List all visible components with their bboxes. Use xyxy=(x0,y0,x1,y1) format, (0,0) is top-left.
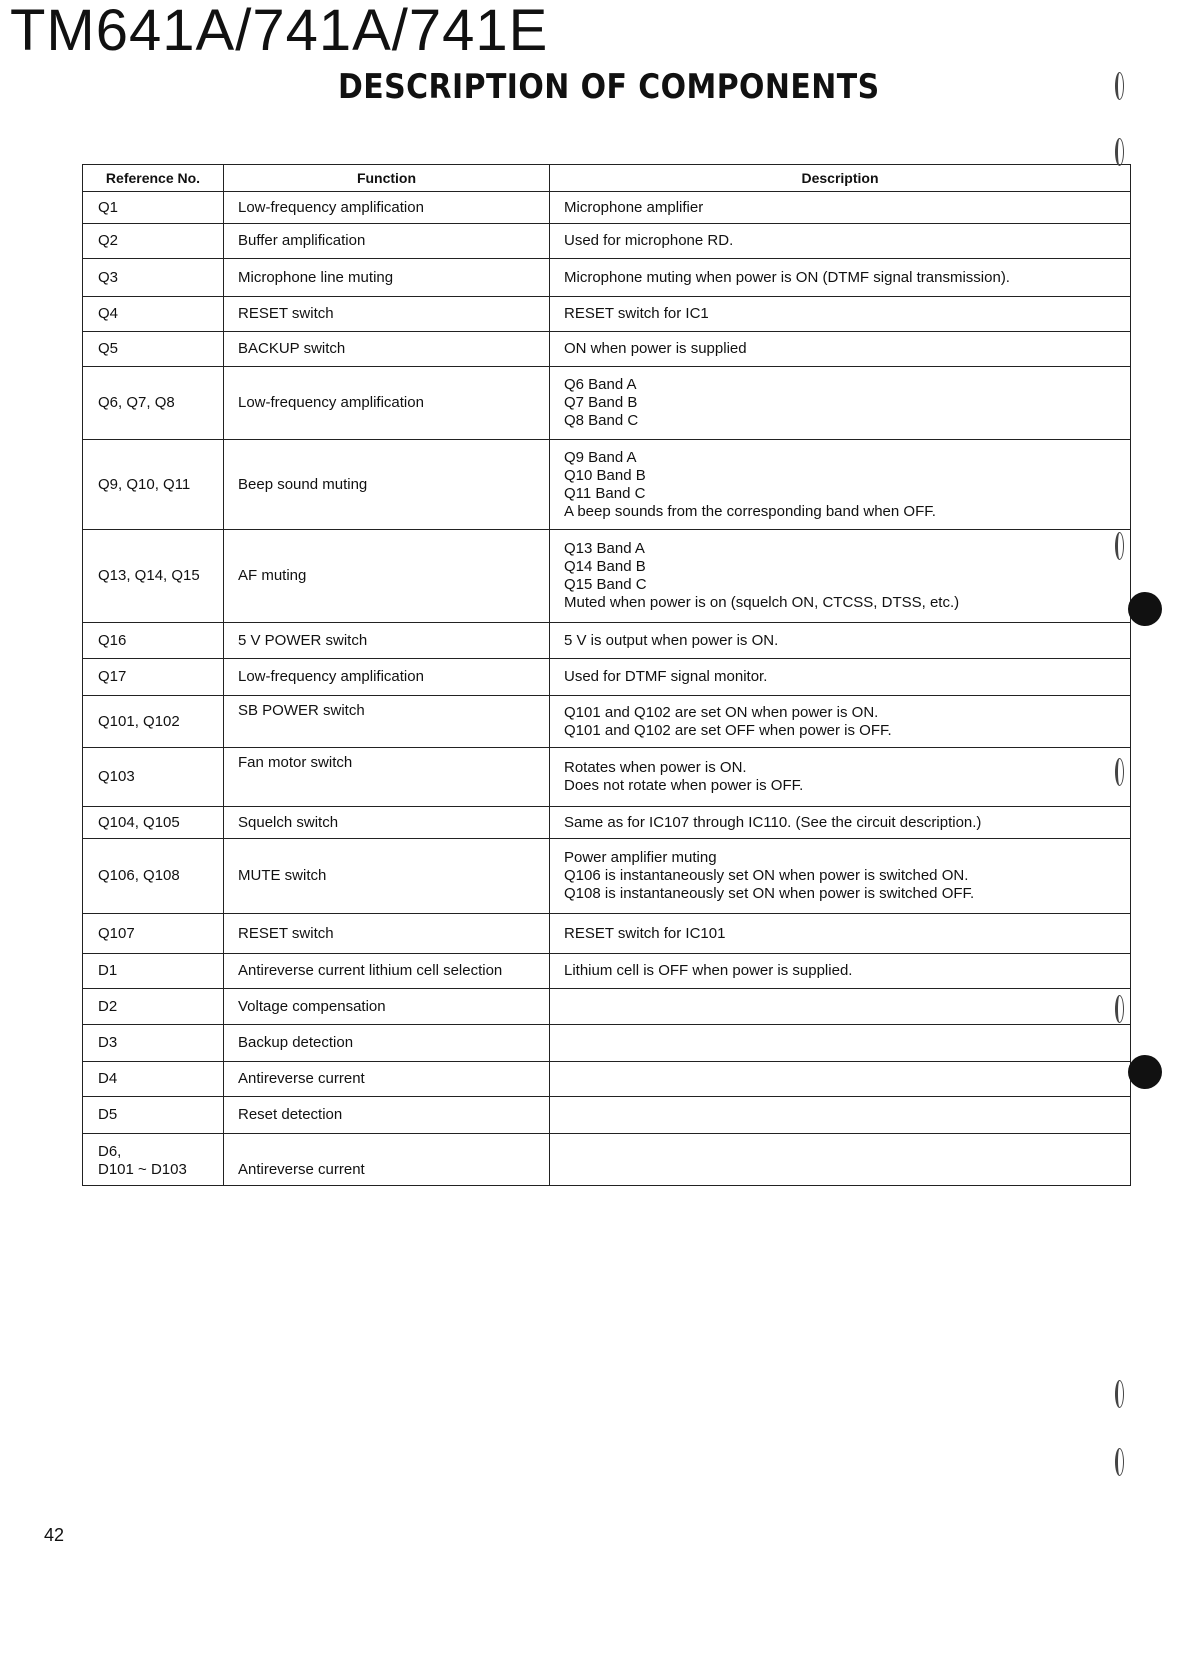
description-cell xyxy=(550,748,1131,807)
components-table xyxy=(82,164,1131,1186)
reference-cell: Q104, Q105 xyxy=(83,807,224,839)
table-row xyxy=(83,696,1131,748)
description-cell xyxy=(550,839,1131,914)
column-header-reference: Reference No. xyxy=(83,165,224,192)
description-line: Microphone muting when power is ON (DTMF signal transmission). xyxy=(564,268,1010,286)
function-cell: Low-frequency amplification xyxy=(224,659,550,696)
description-line: A beep sounds from the corresponding band when OFF. xyxy=(564,502,936,520)
function-cell: RESET switch xyxy=(224,914,550,954)
reference-cell: Q6, Q7, Q8 xyxy=(83,367,224,440)
reference-cell: Q17 xyxy=(83,659,224,696)
description-cell xyxy=(550,659,1131,696)
binder-hole-icon xyxy=(1115,138,1124,166)
reference-cell: Q13, Q14, Q15 xyxy=(83,530,224,623)
table-row xyxy=(83,224,1131,259)
description-line: Q15 Band C xyxy=(564,576,647,593)
table-row xyxy=(83,367,1131,440)
table-row xyxy=(83,623,1131,659)
reference-cell: Q5 xyxy=(83,332,224,367)
description-line: Q106 is instantaneously set ON when power is switched ON. xyxy=(564,867,969,884)
description-line: Q6 Band A xyxy=(564,376,637,393)
reference-cell: D4 xyxy=(83,1062,224,1097)
table-row xyxy=(83,1025,1131,1062)
reference-cell: D1 xyxy=(83,954,224,989)
table-body xyxy=(83,192,1131,1186)
reference-cell: Q9, Q10, Q11 xyxy=(83,440,224,530)
description-cell xyxy=(550,914,1131,954)
binder-hole-icon xyxy=(1115,758,1124,786)
function-cell: AF muting xyxy=(224,530,550,623)
function-cell: Voltage compensation xyxy=(224,989,550,1025)
table-row xyxy=(83,954,1131,989)
binder-hole-icon xyxy=(1115,1380,1124,1408)
description-line: Q101 and Q102 are set OFF when power is OFF. xyxy=(564,721,892,739)
description-line: Q101 and Q102 are set ON when power is ON. xyxy=(564,703,879,721)
description-cell xyxy=(550,807,1131,839)
function-cell: 5 V POWER switch xyxy=(224,623,550,659)
table-row xyxy=(83,1062,1131,1097)
description-cell xyxy=(550,259,1131,297)
description-line: Lithium cell is OFF when power is supplied. xyxy=(564,962,853,979)
description-line: RESET switch for IC1 xyxy=(564,305,709,322)
description-cell xyxy=(550,1097,1131,1134)
reference-cell: D3 xyxy=(83,1025,224,1062)
table-row xyxy=(83,530,1131,623)
description-line: Q13 Band A xyxy=(564,540,645,557)
function-cell: Antireverse current xyxy=(224,1062,550,1097)
reference-cell: Q101, Q102 xyxy=(83,696,224,748)
description-cell xyxy=(550,623,1131,659)
function-cell: SB POWER switch xyxy=(224,696,550,748)
reference-cell: Q2 xyxy=(83,224,224,259)
function-cell: Low-frequency amplification xyxy=(224,192,550,224)
description-line: Q8 Band C xyxy=(564,412,639,429)
binder-hole-icon xyxy=(1115,995,1124,1023)
table-row xyxy=(83,1134,1131,1186)
binder-hole-icon xyxy=(1115,72,1124,100)
description-line: Q7 Band B xyxy=(564,394,638,411)
description-cell xyxy=(550,1062,1131,1097)
description-cell xyxy=(550,224,1131,259)
registration-dot-icon xyxy=(1128,592,1162,626)
table-row xyxy=(83,332,1131,367)
reference-cell: Q16 xyxy=(83,623,224,659)
function-cell: Antireverse current lithium cell selection xyxy=(224,954,550,989)
reference-cell: Q4 xyxy=(83,297,224,332)
description-line: Used for DTMF signal monitor. xyxy=(564,668,768,685)
description-line: Q108 is instantaneously set ON when power is switched OFF. xyxy=(564,885,975,902)
description-cell xyxy=(550,440,1131,530)
function-cell: Beep sound muting xyxy=(224,440,550,530)
description-cell xyxy=(550,297,1131,332)
description-line: Same as for IC107 through IC110. (See the circuit description.) xyxy=(564,813,982,831)
description-line: ON when power is supplied xyxy=(564,340,747,357)
description-cell xyxy=(550,192,1131,224)
table-row xyxy=(83,748,1131,807)
description-line: Microphone amplifier xyxy=(564,198,704,216)
table-row xyxy=(83,297,1131,332)
reference-cell: Q107 xyxy=(83,914,224,954)
table-row xyxy=(83,192,1131,224)
page-number: 42 xyxy=(44,1525,65,1545)
function-cell: Antireverse current xyxy=(224,1134,550,1186)
description-line: 5 V is output when power is ON. xyxy=(564,631,779,649)
reference-cell: Q103 xyxy=(83,748,224,807)
description-cell xyxy=(550,989,1131,1025)
description-line: Does not rotate when power is OFF. xyxy=(564,777,804,794)
description-cell xyxy=(550,1025,1131,1062)
description-line: Q11 Band C xyxy=(564,484,646,502)
function-cell: Reset detection xyxy=(224,1097,550,1134)
reference-cell: Q106, Q108 xyxy=(83,839,224,914)
description-cell xyxy=(550,530,1131,623)
function-cell: MUTE switch xyxy=(224,839,550,914)
reference-cell: D2 xyxy=(83,989,224,1025)
function-cell: Microphone line muting xyxy=(224,259,550,297)
description-cell xyxy=(550,954,1131,989)
description-line: Q10 Band B xyxy=(564,466,646,484)
section-title: DESCRIPTION OF COMPONENTS xyxy=(338,67,880,107)
description-line: Used for microphone RD. xyxy=(564,232,734,249)
description-cell xyxy=(550,1134,1131,1186)
table-row xyxy=(83,440,1131,530)
function-cell: Squelch switch xyxy=(224,807,550,839)
table-row xyxy=(83,989,1131,1025)
function-cell: Fan motor switch xyxy=(224,748,550,807)
function-cell: RESET switch xyxy=(224,297,550,332)
description-cell xyxy=(550,696,1131,748)
column-header-function: Function xyxy=(224,165,550,192)
description-cell xyxy=(550,332,1131,367)
function-cell: BACKUP switch xyxy=(224,332,550,367)
binder-hole-icon xyxy=(1115,532,1124,560)
reference-cell: D6, D101 ~ D103 xyxy=(83,1134,224,1186)
description-line: Muted when power is on (squelch ON, CTCSS, DTSS, etc.) xyxy=(564,594,960,611)
description-line: Power amplifier muting xyxy=(564,849,717,866)
description-line: Q14 Band B xyxy=(564,558,646,575)
function-cell: Backup detection xyxy=(224,1025,550,1062)
reference-cell: Q1 xyxy=(83,192,224,224)
table-row xyxy=(83,807,1131,839)
table-header-row xyxy=(83,165,1131,192)
function-cell: Buffer amplification xyxy=(224,224,550,259)
binder-hole-icon xyxy=(1115,1448,1124,1476)
description-line: Rotates when power is ON. xyxy=(564,759,747,776)
registration-dot-icon xyxy=(1128,1055,1162,1089)
table-row xyxy=(83,259,1131,297)
reference-cell: D5 xyxy=(83,1097,224,1134)
reference-cell: Q3 xyxy=(83,259,224,297)
model-title: TM641A/741A/741E xyxy=(10,0,549,63)
function-cell: Low-frequency amplification xyxy=(224,367,550,440)
description-cell xyxy=(550,367,1131,440)
column-header-description: Description xyxy=(550,165,1131,192)
table-row xyxy=(83,1097,1131,1134)
table-row xyxy=(83,839,1131,914)
table-row xyxy=(83,914,1131,954)
table-row xyxy=(83,659,1131,696)
description-line: RESET switch for IC101 xyxy=(564,924,726,942)
description-line: Q9 Band A xyxy=(564,448,637,466)
